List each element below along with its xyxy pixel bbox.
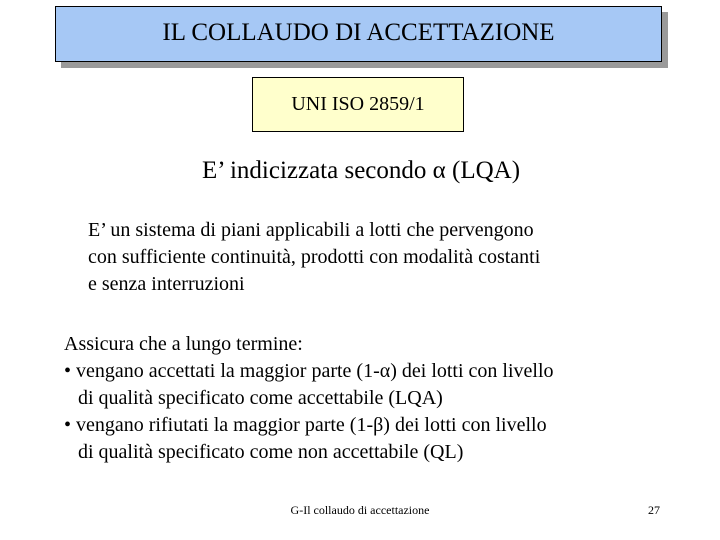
standard-label: UNI ISO 2859/1	[291, 93, 425, 115]
assurance-block	[64, 331, 704, 466]
assurance-intro: Assicura che a lungo termine:	[64, 333, 303, 355]
bullet-accept-line1: • vengano accettati la maggior parte (1-α) dei lotti con livello	[64, 360, 554, 382]
title-box	[55, 6, 662, 62]
subtitle: E’ indicizzata secondo α (LQA)	[201, 157, 521, 184]
description-line: E’ un sistema di piani applicabili a lotti che pervengono	[88, 219, 534, 241]
bullet-reject-line2: di qualità specificato come non accettabile (QL)	[78, 441, 464, 463]
bullet-accept-line2: di qualità specificato come accettabile (LQA)	[78, 387, 443, 409]
bullet-reject-line1: • vengano rifiutati la maggior parte (1-β) dei lotti con livello	[64, 414, 547, 436]
description-line: con sufficiente continuità, prodotti con modalità costanti	[88, 246, 541, 268]
description-line: e senza interruzioni	[88, 273, 245, 295]
footer-text: G-Il collaudo di accettazione	[290, 503, 430, 517]
standard-box	[252, 77, 464, 132]
page-number: 27	[648, 503, 660, 517]
subtitle-row	[0, 157, 720, 185]
description-paragraph	[88, 217, 688, 298]
slide-title: IL COLLAUDO DI ACCETTAZIONE	[162, 19, 555, 46]
